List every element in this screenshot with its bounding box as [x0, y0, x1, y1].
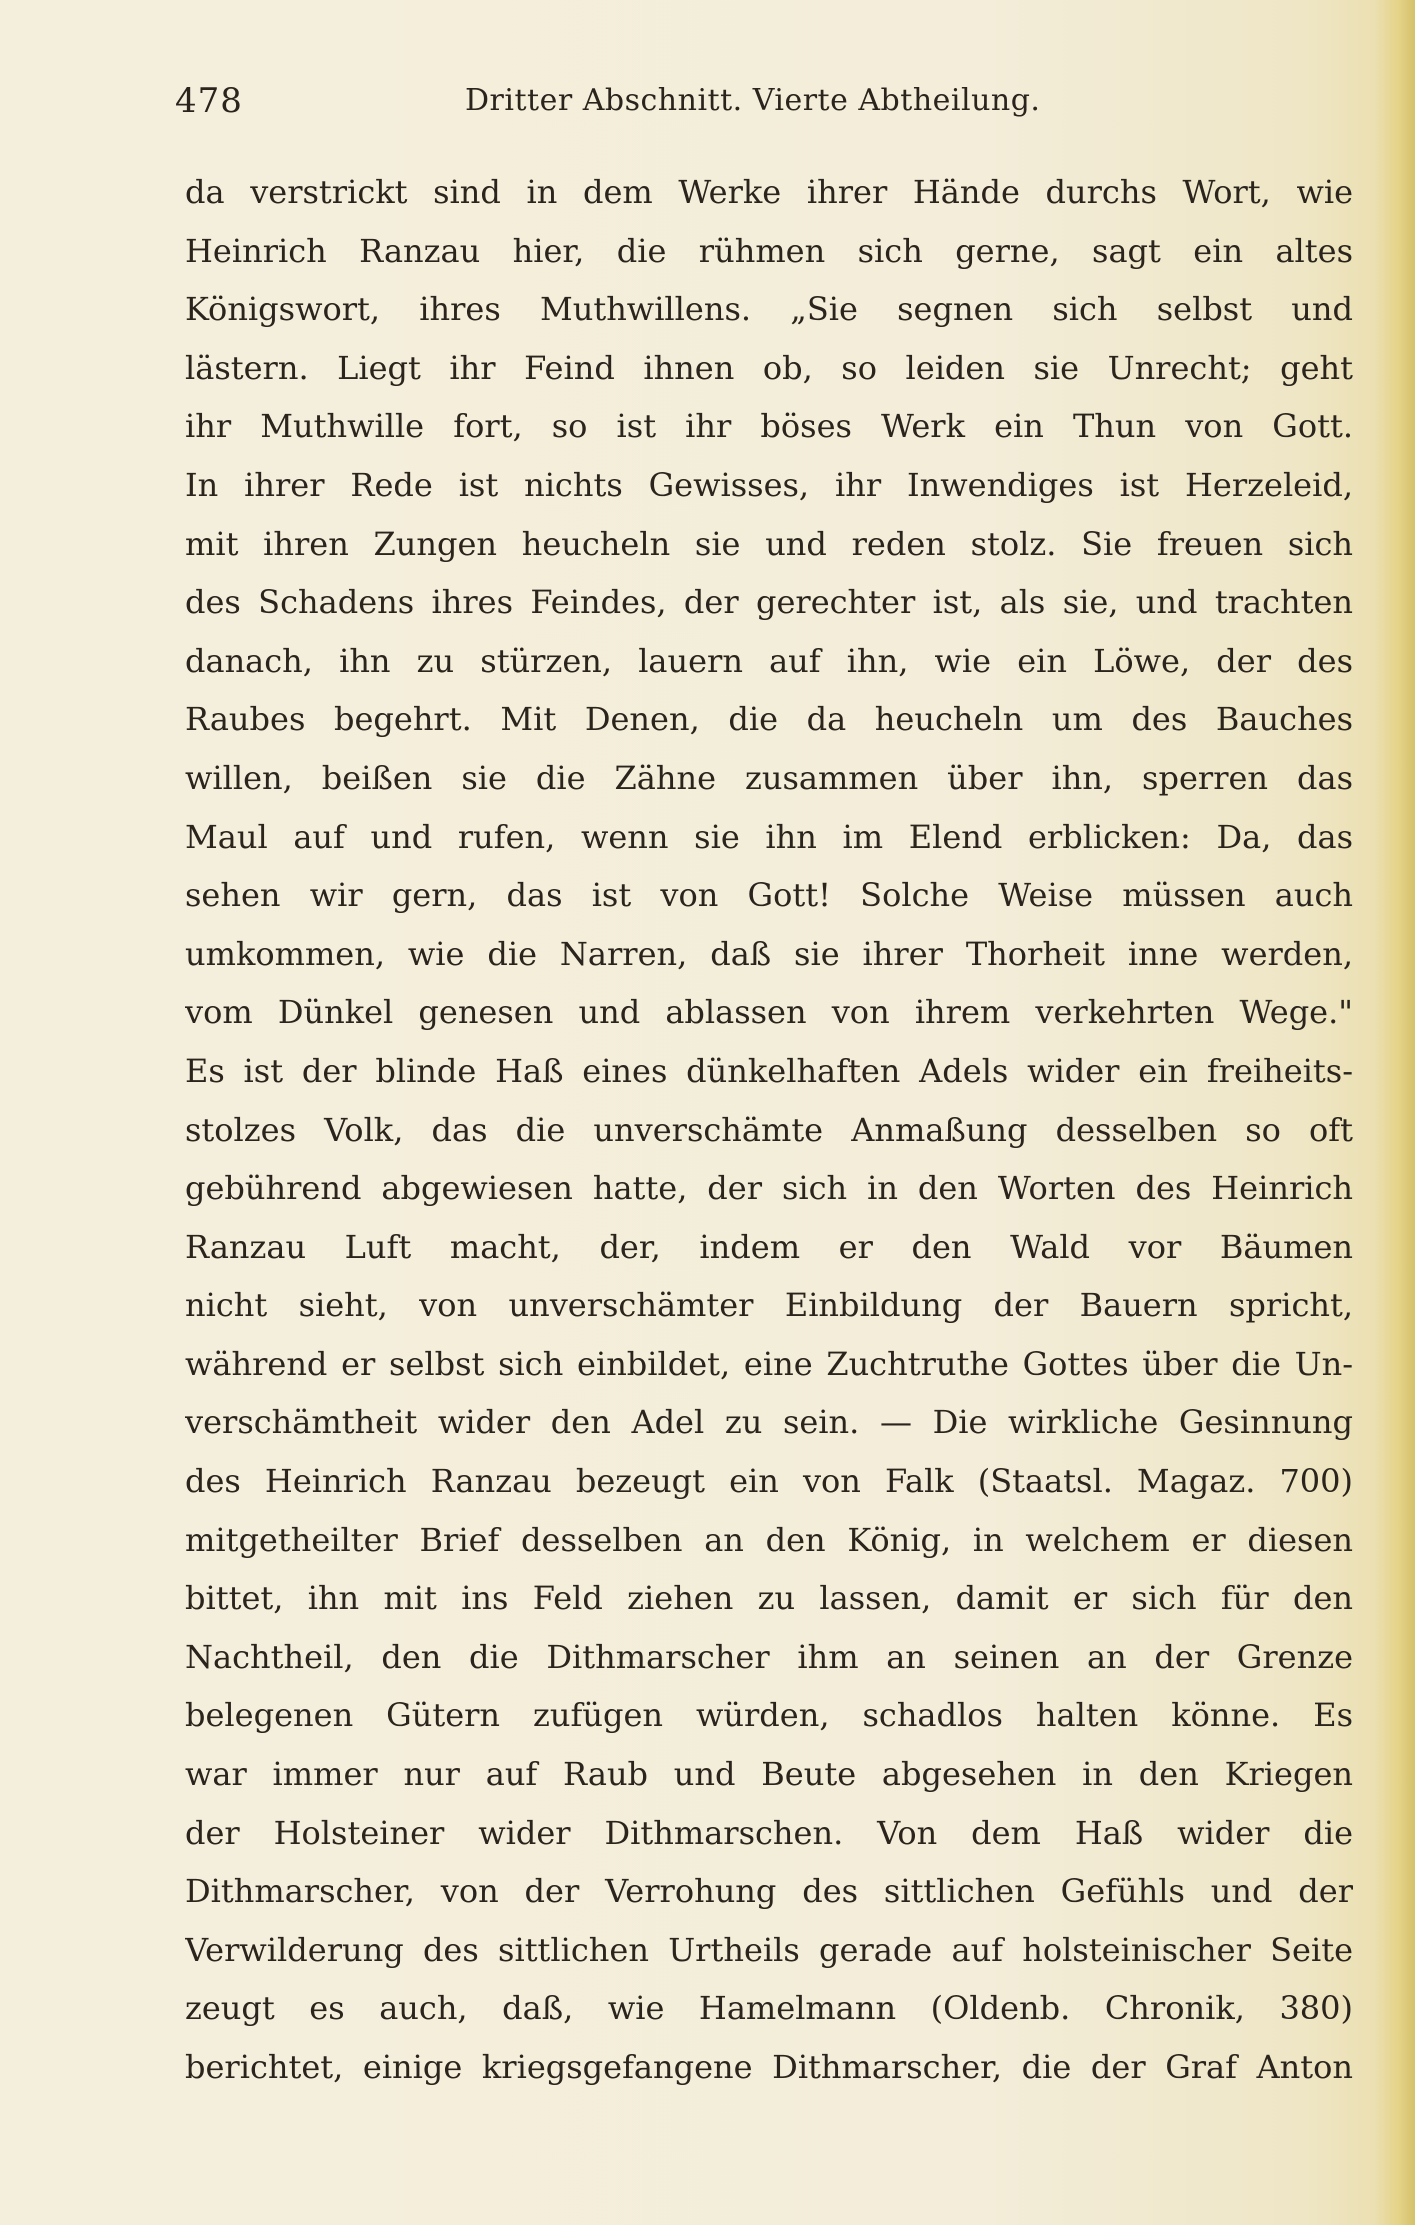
text-line: Es ist der blinde Haß eines dünkelhaften Adels wider ein freiheits-	[185, 1051, 1353, 1090]
text-line: da verstrickt sind in dem Werke ihrer Hände durchs Wort, wie	[185, 173, 1353, 211]
text-line: Königswort, ihres Muthwillens. „Sie segnen sich selbst und	[185, 290, 1353, 329]
text-line: zeugt es auch, daß, wie Hamelmann (Oldenb. Chronik, 380)	[185, 1989, 1353, 2028]
text-line: nicht sieht, von unverschämter Einbildung der Bauern spricht,	[185, 1286, 1353, 1325]
text-line: des Schadens ihres Feindes, der gerechter ist, als sie, und trachten	[185, 583, 1353, 622]
text-line: Heinrich Ranzau hier, die rühmen sich gerne, sagt ein altes	[185, 231, 1353, 270]
text-line: umkommen, wie die Narren, daß sie ihrer Thorheit inne werden,	[185, 934, 1353, 973]
text-line: vom Dünkel genesen und ablassen von ihrem verkehrten Wege."	[185, 993, 1353, 1032]
text-line: war immer nur auf Raub und Beute abgesehen in den Kriegen	[185, 1755, 1353, 1794]
text-line: stolzes Volk, das die unverschämte Anmaßung desselben so oft	[185, 1110, 1353, 1149]
page-edge-shadow	[1375, 0, 1415, 2225]
text-line: willen, beißen sie die Zähne zusammen über ihn, sperren das	[185, 758, 1353, 797]
text-line: Verwilderung des sittlichen Urtheils gerade auf holsteinischer Seite	[185, 1930, 1353, 1969]
text-line: mit ihren Zungen heucheln sie und reden stolz. Sie freuen sich	[185, 524, 1353, 563]
text-line: ihr Muthwille fort, so ist ihr böses Werk ein Thun von Gott.	[185, 407, 1353, 446]
text-line: Maul auf und rufen, wenn sie ihn im Elend erblicken: Da, das	[185, 817, 1353, 856]
text-line: Dithmarscher, von der Verrohung des sittlichen Gefühls und der	[185, 1872, 1353, 1911]
running-head: Dritter Abschnitt. Vierte Abtheilung.	[465, 83, 1041, 118]
text-line: belegenen Gütern zufügen würden, schadlos halten könne. Es	[185, 1696, 1353, 1735]
text-line: mitgetheilter Brief desselben an den König, in welchem er diesen	[185, 1520, 1353, 1559]
page-header	[175, 76, 1375, 126]
text-line: danach, ihn zu stürzen, lauern auf ihn, wie ein Löwe, der des	[185, 641, 1353, 680]
text-line: Ranzau Luft macht, der, indem er den Wald vor Bäumen	[185, 1227, 1353, 1266]
text-line: verschämtheit wider den Adel zu sein. — Die wirkliche Gesinnung	[185, 1403, 1353, 1442]
page-number: 478	[175, 81, 243, 121]
text-line: lästern. Liegt ihr Feind ihnen ob, so leiden sie Unrecht; geht	[185, 348, 1353, 387]
text-line: Nachtheil, den die Dithmarscher ihm an seinen an der Grenze	[185, 1637, 1353, 1676]
text-line: Raubes begehrt. Mit Denen, die da heucheln um des Bauches	[185, 700, 1353, 739]
body-text	[185, 163, 1353, 2097]
text-line: der Holsteiner wider Dithmarschen. Von dem Haß wider die	[185, 1813, 1353, 1852]
text-line: gebührend abgewiesen hatte, der sich in den Worten des Heinrich	[185, 1169, 1353, 1208]
text-line: berichtet, einige kriegsgefangene Dithmarscher, die der Graf Anton	[185, 2048, 1353, 2086]
text-line: In ihrer Rede ist nichts Gewisses, ihr Inwendiges ist Herzeleid,	[185, 465, 1353, 504]
text-line: während er selbst sich einbildet, eine Zuchtruthe Gottes über die Un-	[185, 1344, 1353, 1383]
text-line: sehen wir gern, das ist von Gott! Solche Weise müssen auch	[185, 876, 1353, 915]
text-line: bittet, ihn mit ins Feld ziehen zu lassen, damit er sich für den	[185, 1579, 1353, 1618]
text-line: des Heinrich Ranzau bezeugt ein von Falk (Staatsl. Magaz. 700)	[185, 1462, 1353, 1501]
